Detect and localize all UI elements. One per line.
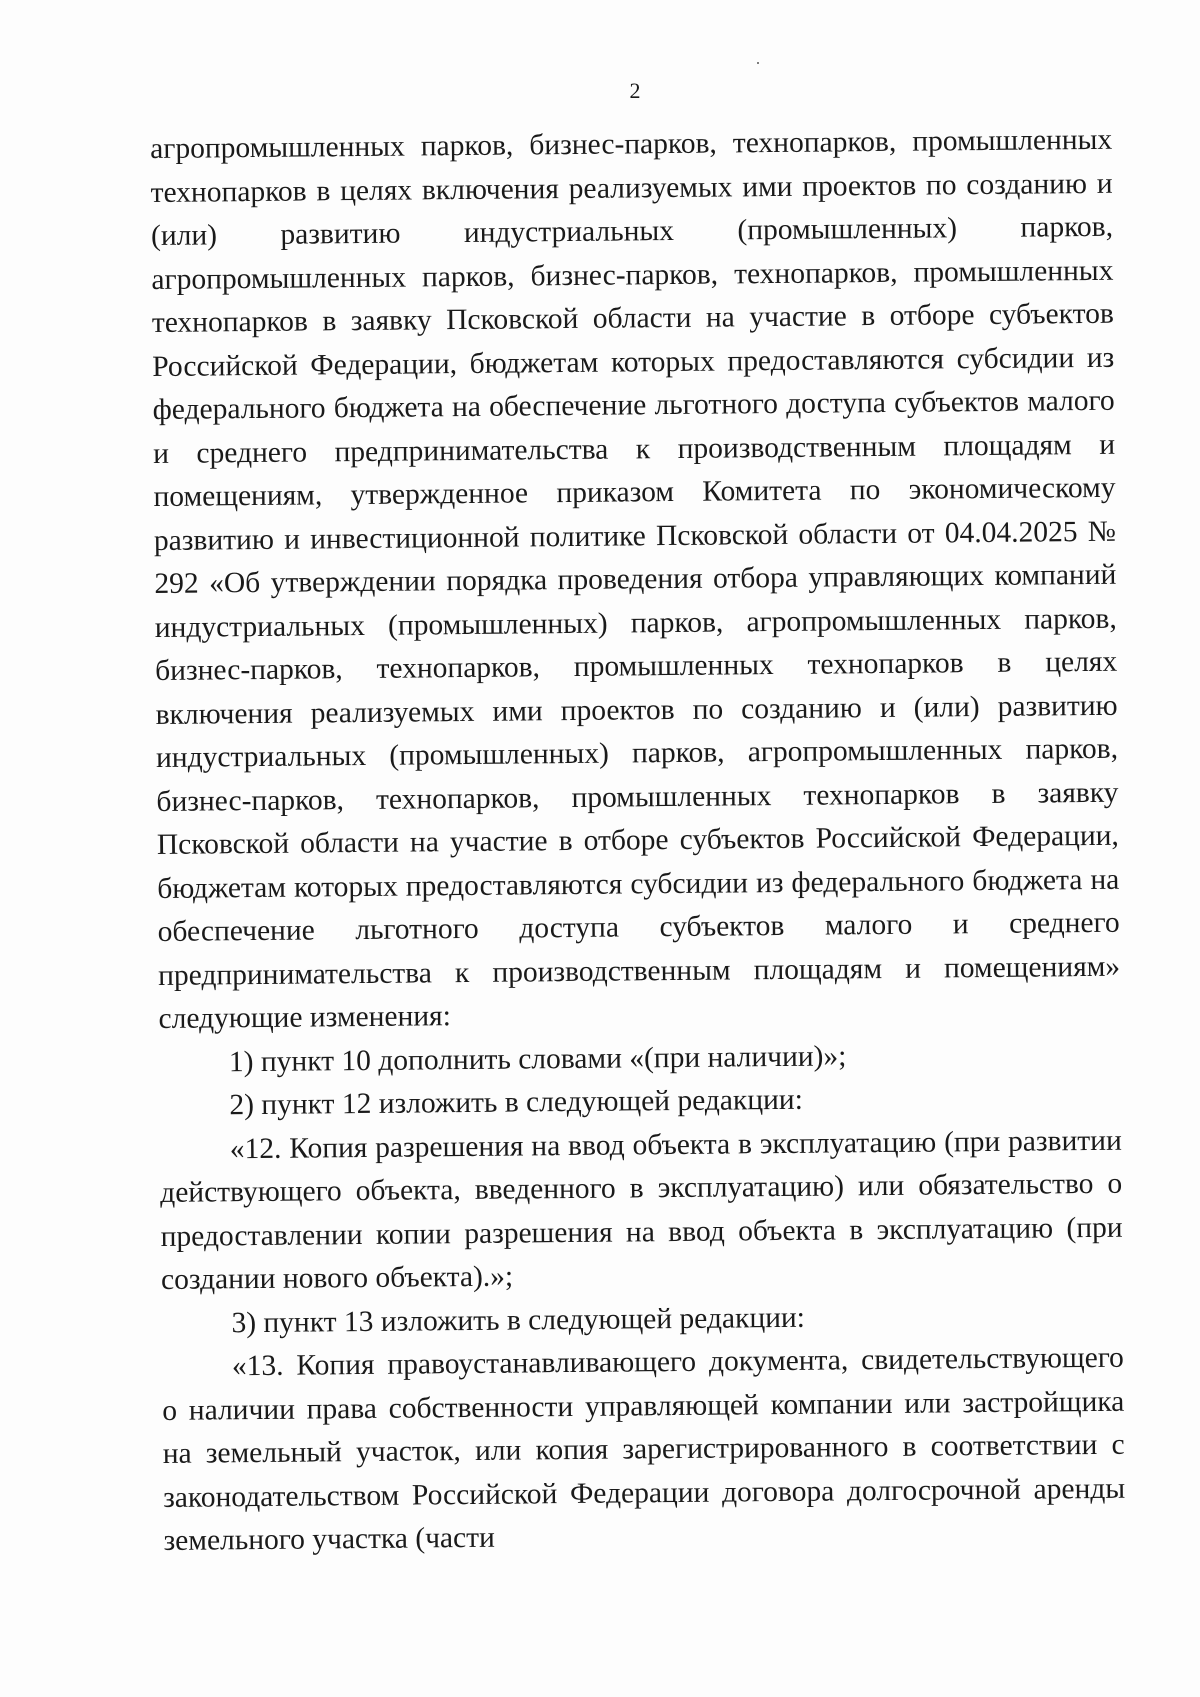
page-number: 2 xyxy=(629,78,641,103)
paragraph-item-2: 2) пункт 12 изложить в следующей редакции: xyxy=(229,1083,803,1122)
scan-speck xyxy=(757,62,759,64)
paragraph-item-3: 3) пункт 13 изложить в следующей редакции: xyxy=(231,1301,806,1339)
paragraph-clause-12: «12. Копия разрешения на ввод объекта в эксплуатацию (при развитии действующего объекта, введенного в эксплуатацию) или обязательство о предоставлении копии разрешения на ввод объекта в эксплуатацию (при создании нового объекта).»; xyxy=(160,1124,1123,1296)
document-body xyxy=(150,119,1126,1564)
paragraph-amendment-intro: агропромышленных парков, бизнес-парков, технопарков, промышленных технопарков в целях включения реализуемых ими проектов по созданию и (или) развитию индустриальных (промышленных) парков, агропромышленных парков, бизнес-парков, технопарков, промышленных технопарков в заявку Псковской области на участие в отборе субъектов Российской Федерации, бюджетам которых предоставляются субсидии из федерального бюджета на обеспечение льготного доступа субъектов малого и среднего предпринимательства к производственным площадям и помещениям, утвержденное приказом Комитета по экономическому развитию и инвестиционной политике Псковской области от 04.04.2025 № 292 «Об утверждении порядка проведения отбора управляющих компаний индустриальных (промышленных) парков, агропромышленных парков, бизнес-парков, технопарков, промышленных технопарков в целях включения реализуемых ими проектов по созданию и (или) развитию индустриальных (промышленных) парков, агропромышленных парков, бизнес-парков, технопарков, промышленных технопарков в заявку Псковской области на участие в отборе субъектов Российской Федерации, бюджетам которых предоставляются субсидии из федерального бюджета на обеспечение льготного доступа субъектов малого и среднего предпринимательства к производственным площадям и помещениям» следующие изменения: xyxy=(150,123,1121,1035)
paragraph-clause-13: «13. Копия правоустанавливающего документа, свидетельствующего о наличии права собственности управляющей компании или застройщика на земельный участок, или копия зарегистрированного в соответствии с законодательством Российской Федерации договора долгосрочной аренды земельного участка (части xyxy=(162,1341,1126,1557)
paragraph-item-1: 1) пункт 10 дополнить словами «(при наличии)»; xyxy=(228,1039,847,1078)
